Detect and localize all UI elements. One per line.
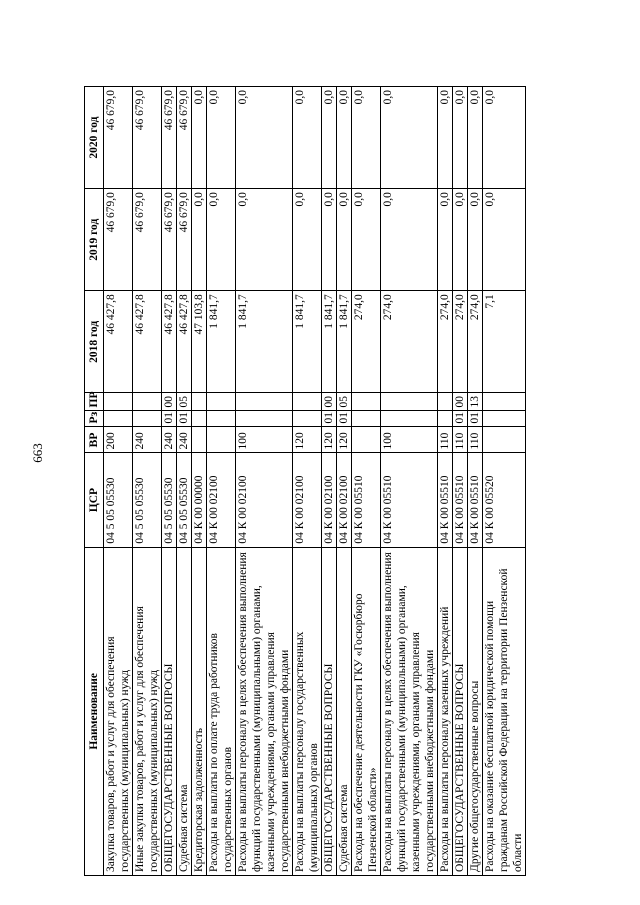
- cell-rz: [352, 411, 381, 427]
- cell-vr: 110: [453, 427, 468, 453]
- header-csr: ЦСР: [85, 453, 104, 547]
- cell-rz: [483, 411, 526, 427]
- cell-pr: [438, 393, 453, 411]
- cell-2020: 46 679,0: [177, 87, 192, 189]
- cell-vr: 240: [162, 427, 177, 453]
- header-2019: 2019 год: [85, 189, 104, 291]
- cell-2020: 46 679,0: [162, 87, 177, 189]
- cell-2020: 0,0: [192, 87, 207, 189]
- cell-pr: [192, 393, 207, 411]
- cell-name: Расходы на выплаты персоналу в целях обеспечения выполнения функций государственными (муниципальными) органами, казенными учреждениями, органами управления государственными внебюджетными фондами: [381, 547, 438, 875]
- cell-2019: 0,0: [192, 189, 207, 291]
- cell-name: Другие общегосударственные вопросы: [468, 547, 483, 875]
- header-pr: ПР: [85, 393, 104, 411]
- cell-name: Судебная система: [177, 547, 192, 875]
- cell-csr: 04 К 00 02100: [322, 453, 337, 547]
- cell-2019: 46 679,0: [177, 189, 192, 291]
- rotated-table-container: [84, 86, 526, 876]
- cell-2019: 0,0: [293, 189, 322, 291]
- cell-2018: 46 427,8: [162, 291, 177, 393]
- cell-rz: [381, 411, 438, 427]
- cell-csr: 04 К 00 05510: [468, 453, 483, 547]
- cell-pr: [133, 393, 162, 411]
- cell-vr: 100: [381, 427, 438, 453]
- table-row: [133, 87, 162, 876]
- cell-2018: 1 841,7: [236, 291, 293, 393]
- cell-name: Расходы на оказание бесплатной юридической помощи гражданам Российской Федерации на территории Пензенской области: [483, 547, 526, 875]
- cell-csr: 04 К 00 05510: [352, 453, 381, 547]
- cell-2019: 46 679,0: [133, 189, 162, 291]
- cell-vr: 200: [104, 427, 133, 453]
- cell-vr: 110: [438, 427, 453, 453]
- header-rz: Рз: [85, 411, 104, 427]
- cell-2018: 1 841,7: [207, 291, 236, 393]
- cell-pr: [104, 393, 133, 411]
- cell-name: Иные закупки товаров, работ и услуг для обеспечения государственных (муниципальных) нужд: [133, 547, 162, 875]
- cell-2019: 46 679,0: [162, 189, 177, 291]
- cell-rz: 01: [337, 411, 352, 427]
- cell-pr: [236, 393, 293, 411]
- cell-csr: 04 К 00 02100: [207, 453, 236, 547]
- cell-csr: 04 К 00 05510: [438, 453, 453, 547]
- cell-2018: 1 841,7: [322, 291, 337, 393]
- cell-2018: 274,0: [352, 291, 381, 393]
- cell-name: Судебная система: [337, 547, 352, 875]
- cell-rz: [192, 411, 207, 427]
- cell-2019: 0,0: [483, 189, 526, 291]
- table-row: [207, 87, 236, 876]
- cell-2020: 0,0: [322, 87, 337, 189]
- cell-csr: 04 К 00 05510: [381, 453, 438, 547]
- cell-2018: 47 103,8: [192, 291, 207, 393]
- cell-pr: 05: [177, 393, 192, 411]
- cell-name: ОБЩЕГОСУДАРСТВЕННЫЕ ВОПРОСЫ: [322, 547, 337, 875]
- cell-2020: 0,0: [236, 87, 293, 189]
- table-row: [177, 87, 192, 876]
- cell-rz: [438, 411, 453, 427]
- cell-2018: 274,0: [438, 291, 453, 393]
- cell-2020: 0,0: [438, 87, 453, 189]
- cell-rz: [104, 411, 133, 427]
- cell-2020: 0,0: [207, 87, 236, 189]
- cell-vr: [207, 427, 236, 453]
- cell-vr: [352, 427, 381, 453]
- budget-table: [84, 86, 526, 876]
- table-row: [236, 87, 293, 876]
- cell-2020: 46 679,0: [133, 87, 162, 189]
- cell-name: Расходы на выплаты персоналу государственных (муниципальных) органов: [293, 547, 322, 875]
- cell-2019: 0,0: [207, 189, 236, 291]
- header-name: Наименование: [85, 547, 104, 875]
- cell-2020: 0,0: [468, 87, 483, 189]
- cell-vr: 100: [236, 427, 293, 453]
- cell-2019: 0,0: [352, 189, 381, 291]
- cell-2019: 0,0: [381, 189, 438, 291]
- cell-csr: 04 К 00 02100: [337, 453, 352, 547]
- table-row: [483, 87, 526, 876]
- cell-vr: 240: [177, 427, 192, 453]
- cell-pr: 05: [337, 393, 352, 411]
- cell-2020: 0,0: [453, 87, 468, 189]
- cell-name: Расходы на выплаты персоналу в целях обеспечения выполнения функций государственными (муниципальными) органами, казенными учреждениями, органами управления государственными внебюджетными фондами: [236, 547, 293, 875]
- table-row: [293, 87, 322, 876]
- cell-rz: 01: [162, 411, 177, 427]
- cell-vr: 120: [293, 427, 322, 453]
- cell-pr: 00: [162, 393, 177, 411]
- cell-rz: [293, 411, 322, 427]
- table-row: [453, 87, 468, 876]
- cell-2018: 274,0: [381, 291, 438, 393]
- cell-2018: 7,1: [483, 291, 526, 393]
- cell-2020: 46 679,0: [104, 87, 133, 189]
- table-row: [322, 87, 337, 876]
- cell-rz: 01: [177, 411, 192, 427]
- cell-rz: 01: [453, 411, 468, 427]
- table-row: [352, 87, 381, 876]
- cell-pr: 00: [453, 393, 468, 411]
- cell-vr: [483, 427, 526, 453]
- cell-rz: 01: [322, 411, 337, 427]
- cell-2020: 0,0: [483, 87, 526, 189]
- cell-pr: [293, 393, 322, 411]
- cell-rz: [236, 411, 293, 427]
- cell-pr: [352, 393, 381, 411]
- cell-2018: 46 427,8: [177, 291, 192, 393]
- cell-csr: 04 К 00 02100: [293, 453, 322, 547]
- cell-2019: 0,0: [337, 189, 352, 291]
- cell-2020: 0,0: [381, 87, 438, 189]
- cell-csr: 04 К 00 02100: [236, 453, 293, 547]
- cell-csr: 04 К 00 00000: [192, 453, 207, 547]
- page-number: 663: [30, 443, 45, 463]
- cell-2018: 46 427,8: [133, 291, 162, 393]
- cell-name: Расходы на выплаты по оплате труда работников государственных органов: [207, 547, 236, 875]
- cell-name: ОБЩЕГОСУДАРСТВЕННЫЕ ВОПРОСЫ: [453, 547, 468, 875]
- cell-2020: 0,0: [352, 87, 381, 189]
- cell-name: Закупка товаров, работ и услуг для обеспечения государственных (муниципальных) нужд: [104, 547, 133, 875]
- cell-pr: [381, 393, 438, 411]
- cell-2018: 1 841,7: [337, 291, 352, 393]
- table-row: [337, 87, 352, 876]
- cell-rz: [133, 411, 162, 427]
- table-row: [438, 87, 453, 876]
- table-row: [468, 87, 483, 876]
- cell-pr: 13: [468, 393, 483, 411]
- table-row: [104, 87, 133, 876]
- cell-name: Расходы на обеспечение деятельности ГКУ «Госюрбюро Пензенской области»: [352, 547, 381, 875]
- cell-2019: 0,0: [453, 189, 468, 291]
- cell-2020: 0,0: [337, 87, 352, 189]
- cell-2019: 0,0: [438, 189, 453, 291]
- cell-csr: 04 5 05 05530: [104, 453, 133, 547]
- cell-vr: [192, 427, 207, 453]
- cell-2018: 1 841,7: [293, 291, 322, 393]
- cell-2019: 0,0: [322, 189, 337, 291]
- cell-2019: 0,0: [236, 189, 293, 291]
- cell-vr: 240: [133, 427, 162, 453]
- cell-vr: 120: [322, 427, 337, 453]
- cell-2019: 0,0: [468, 189, 483, 291]
- table-row: [381, 87, 438, 876]
- cell-csr: 04 К 00 05520: [483, 453, 526, 547]
- cell-2020: 0,0: [293, 87, 322, 189]
- cell-rz: 01: [468, 411, 483, 427]
- cell-2019: 46 679,0: [104, 189, 133, 291]
- table-row: [192, 87, 207, 876]
- cell-pr: [483, 393, 526, 411]
- cell-csr: 04 5 05 05530: [177, 453, 192, 547]
- cell-2018: 274,0: [468, 291, 483, 393]
- cell-vr: 110: [468, 427, 483, 453]
- header-2020: 2020 год: [85, 87, 104, 189]
- cell-csr: 04 5 05 05530: [162, 453, 177, 547]
- cell-csr: 04 К 00 05510: [453, 453, 468, 547]
- cell-rz: [207, 411, 236, 427]
- cell-csr: 04 5 05 05530: [133, 453, 162, 547]
- cell-vr: 120: [337, 427, 352, 453]
- header-2018: 2018 год: [85, 291, 104, 393]
- cell-pr: [207, 393, 236, 411]
- cell-name: Расходы на выплаты персоналу казенных учреждений: [438, 547, 453, 875]
- table-header-row: [85, 87, 104, 876]
- table-row: [162, 87, 177, 876]
- cell-2018: 274,0: [453, 291, 468, 393]
- cell-pr: 00: [322, 393, 337, 411]
- cell-name: Кредиторская задолженность: [192, 547, 207, 875]
- header-vr: ВР: [85, 427, 104, 453]
- cell-2018: 46 427,8: [104, 291, 133, 393]
- cell-name: ОБЩЕГОСУДАРСТВЕННЫЕ ВОПРОСЫ: [162, 547, 177, 875]
